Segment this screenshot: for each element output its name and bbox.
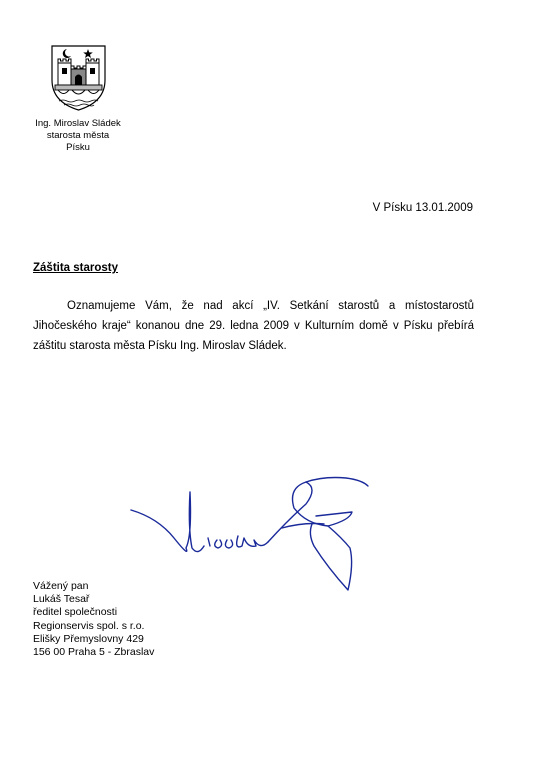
recipient-name: Lukáš Tesař (33, 593, 90, 606)
town-coat-of-arms-icon (50, 44, 107, 112)
letter-subject: Záštita starosty (33, 262, 119, 274)
recipient-position: ředitel společnosti (33, 606, 118, 619)
handwritten-signature-icon (128, 468, 378, 596)
sender-block (20, 118, 136, 154)
recipient-company: Regionservis spol. s r.o. (33, 619, 145, 632)
sender-town: Písku (66, 142, 90, 153)
date-line: V Písku 13.01.2009 (372, 202, 473, 214)
letter-body-paragraph: Oznamujeme Vám, že nad akcí „IV. Setkání starostů a místostarostů Jihočeského kraje“ konanou dne 29. ledna 2009 v Kulturním domě v Písku přebírá záštitu starosta města Písku Ing. Miroslav Sládek. (33, 300, 474, 352)
recipient-address (33, 580, 154, 659)
sender-title: starosta města (46, 130, 110, 141)
sender-name: Ing. Miroslav Sládek (35, 118, 121, 129)
recipient-city: 156 00 Praha 5 - Zbraslav (33, 646, 155, 659)
recipient-street: Elišky Přemyslovny 429 (33, 632, 144, 645)
recipient-salutation: Vážený pan (33, 580, 89, 592)
